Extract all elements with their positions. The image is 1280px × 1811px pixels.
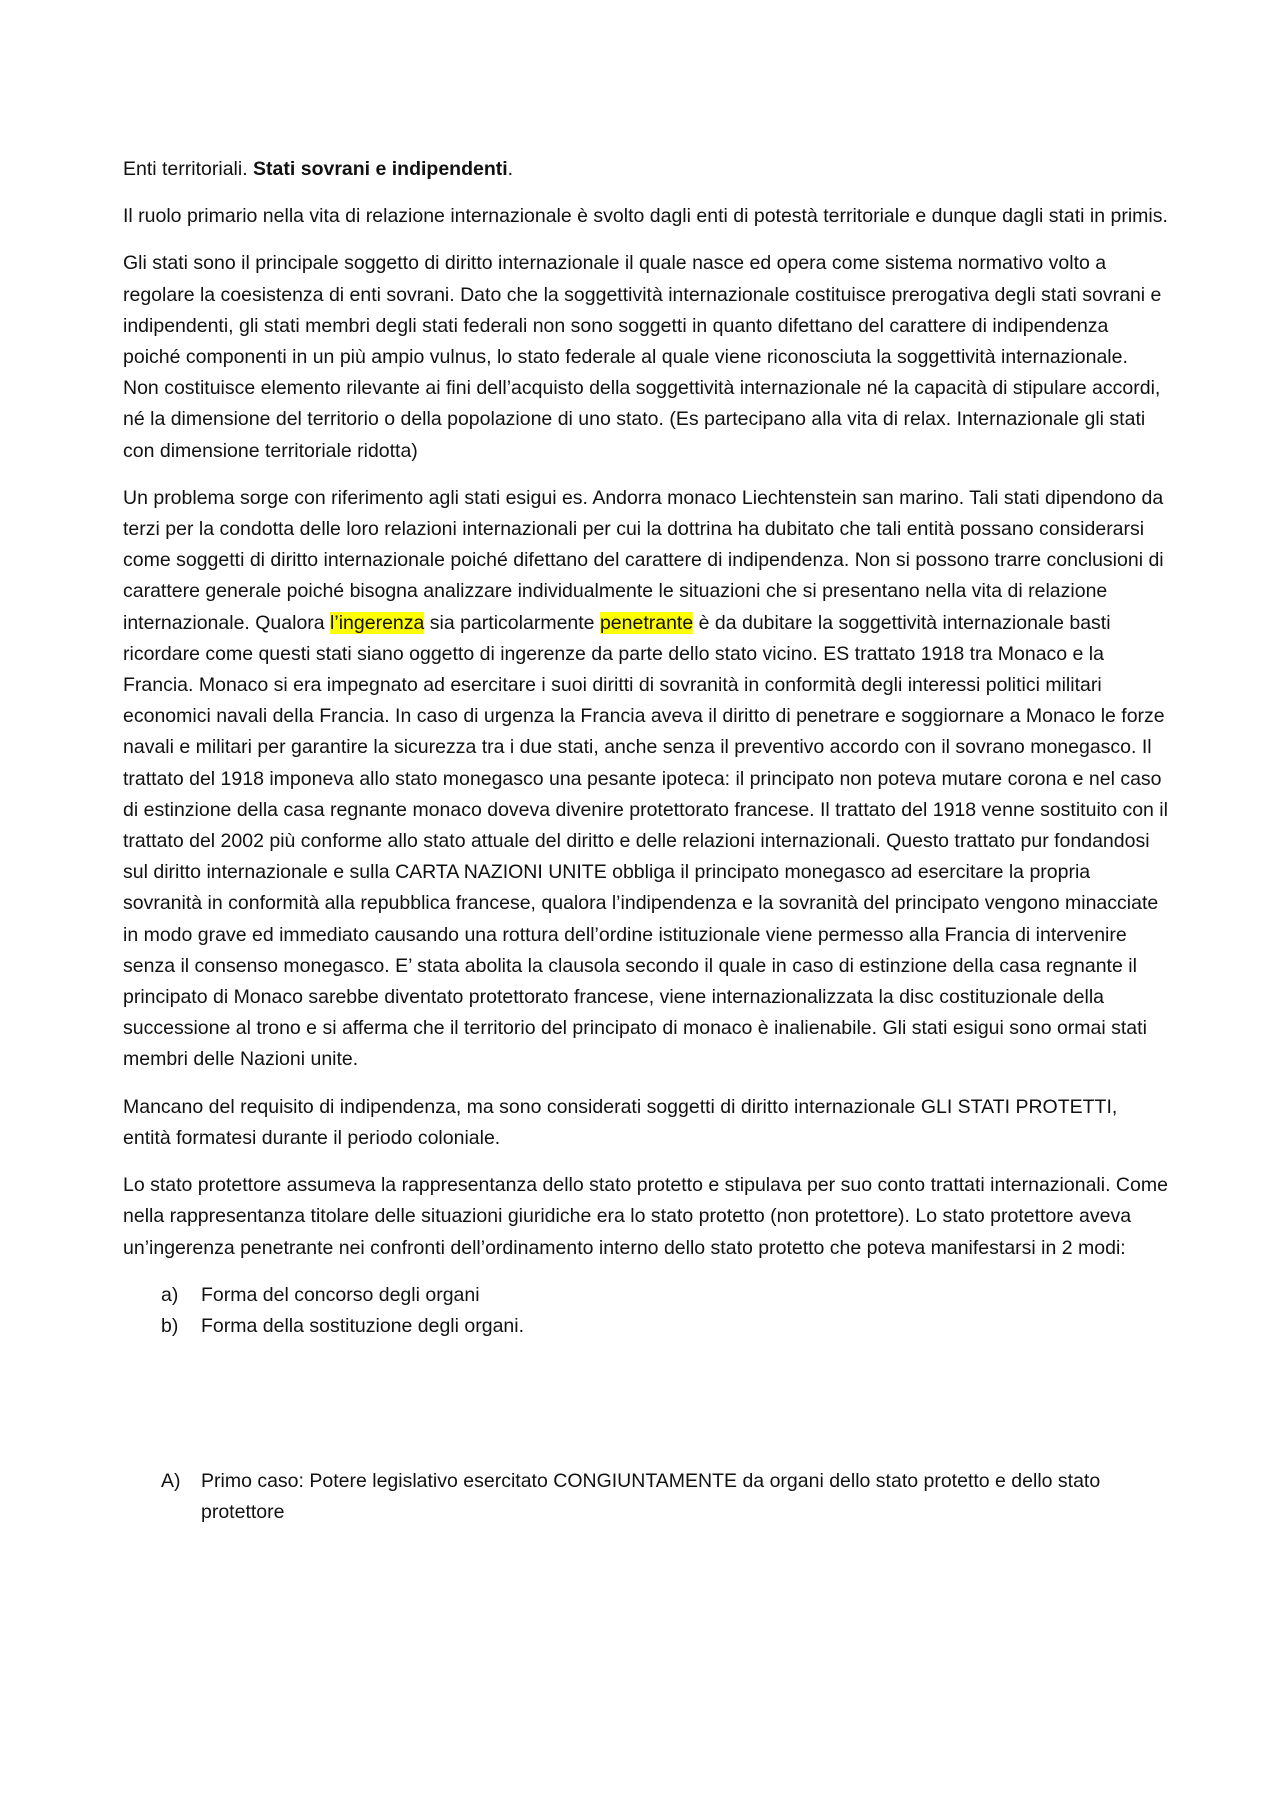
paragraph-3 (123, 483, 1168, 1076)
section-heading (123, 154, 1168, 185)
list-item (123, 1280, 1168, 1311)
list-marker: A) (161, 1470, 181, 1493)
paragraph-4: Mancano del requisito di indipendenza, ma sono considerati soggetti di diritto internazionale GLI STATI PROTETTI, entità formatesi durante il periodo coloniale. (123, 1095, 1118, 1149)
heading-plain: Enti territoriali. (123, 158, 248, 180)
list-item-text: Primo caso: Potere legislativo esercitato CONGIUNTAMENTE da organi dello stato protetto e dello stato protettore (201, 1470, 1101, 1524)
highlighted-word-ingerenza: l’ingerenza (330, 611, 425, 634)
paragraph-3-part-2: sia particolarmente (424, 611, 600, 634)
list-marker: b) (161, 1314, 179, 1337)
paragraph-5: Lo stato protettore assumeva la rappresentanza dello stato protetto e stipulava per suo conto trattati internazionali. Come nella rappresentanza titolare delle situazioni giuridiche era lo stato protetto (non protettore). Lo stato protettore aveva un’ingerenza penetrante nei confronti dell’ordinamento interno dello stato protetto che poteva manifestarsi in 2 modi: (123, 1174, 1168, 1259)
list-item-text: Forma della sostituzione degli organi. (201, 1314, 525, 1337)
highlighted-word-penetrante: penetrante (599, 611, 694, 634)
list-item (123, 1311, 1168, 1342)
heading-end: . (507, 158, 514, 180)
paragraph-2: Gli stati sono il principale soggetto di diritto internazionale il quale nasce ed opera come sistema normativo volto a regolare la coesistenza di enti sovrani. Dato che la soggettività internazionale costituisce prerogativa degli stati sovrani e indipendenti, gli stati membri degli stati federali non sono soggetti in quanto difettano del carattere di indipendenza poiché componenti in un più ampio vulnus, lo stato federale al quale viene riconosciuta la soggettività internazionale. Non costituisce elemento rilevante ai fini dell’acquisto della soggettività internazionale né la capacità di stipulare accordi, né la dimensione del territorio o della popolazione di uno stato. (Es partecipano alla vita di relax. Internazionale gli stati con dimensione territoriale ridotta) (123, 252, 1162, 462)
document-body (123, 154, 1168, 1529)
paragraph-1: Il ruolo primario nella vita di relazione internazionale è svolto dagli enti di potestà territoriale e dunque dagli stati in primis. (123, 205, 1168, 228)
paragraph-3-part-3: è da dubitare la soggettività internazionale basti ricordare come questi stati siano oggetto di ingerenze da parte dello stato vicino. ES trattato 1918 tra Monaco e la Francia. Monaco si era impegnato ad esercitare i suoi diritti di sovranità in conformità degli interessi politici militari economici navali della Francia. In caso di urgenza la Francia aveva il diritto di penetrare e soggiornare a Monaco le forze navali e militari per garantire la sicurezza tra i due stati, anche senza il preventivo accordo con il sovrano monegasco. Il trattato del 1918 imponeva allo stato monegasco una pesante ipoteca: il principato non poteva mutare corona e nel caso di estinzione della casa regnante monaco doveva divenire protettorato francese. Il trattato del 1918 venne sostituito con il trattato del 2002 più conforme allo stato attuale del diritto e delle relazioni internazionali. Questo trattato pur fondandosi sul diritto internazionale e sulla CARTA NAZIONI UNITE obbliga il principato monegasco ad esercitare la propria sovranità in conformità alla repubblica francese, qualora l’indipendenza e la sovranità del principato vengono minacciate in modo grave ed immediato causando una rottura dell’ordine istituzionale viene permesso alla Francia di intervenire senza il consenso monegasco. E’ stata abolita la clausola secondo il quale in caso di estinzione della casa regnante il principato di Monaco sarebbe diventato protettorato francese, viene internazionalizzata la disc costituzionale della successione al trono e si afferma che il territorio del principato di monaco è inalienabile. Gli stati esigui sono ormai stati membri delle Nazioni unite. (123, 611, 1168, 1071)
heading-bold: Stati sovrani e indipendenti (253, 158, 508, 180)
list-item (123, 1466, 1168, 1528)
paragraph-3-part-1: Un problema sorge con riferimento agli stati esigui es. Andorra monaco Liechtenstein san marino. Tali stati dipendono da terzi per la condotta delle loro relazioni internazionali per cui la dottrina ha dubitato che tali entità possano considerarsi come soggetti di diritto internazionale poiché difettano del carattere di indipendenza. Non si possono trarre conclusioni di carattere generale poiché bisogna analizzare individualmente le situazioni che si presentano nella vita di relazione internazionale. Qualora (123, 486, 1164, 634)
list-marker: a) (161, 1283, 179, 1306)
lettered-list-uppercase (123, 1466, 1168, 1528)
list-item-text: Forma del concorso degli organi (201, 1283, 480, 1306)
lettered-list-lowercase (123, 1280, 1168, 1342)
